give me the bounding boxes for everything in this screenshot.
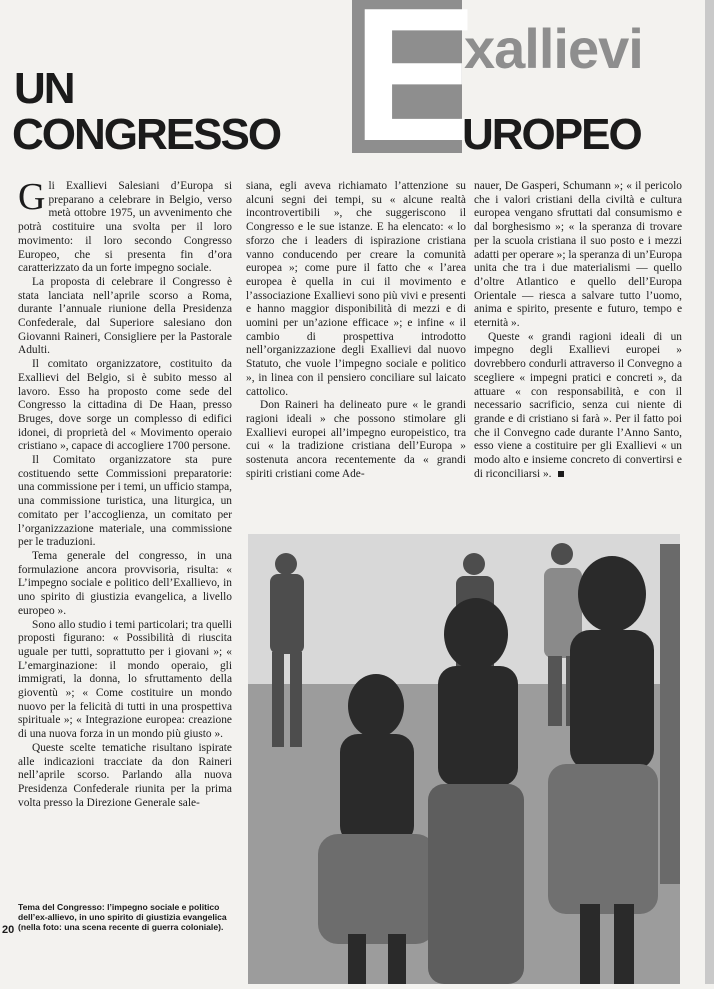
- dropcap: G: [18, 176, 46, 218]
- paragraph-text: Queste « grandi ragioni ideali di un impegno degli Exallievi europei » dovrebbero condurli attraverso il Convegno a scegliere « impegni pratici e concreti », da attuare « con responsabilità, e con il necessario sacrificio, senza cui niente di grande e di cristiano si farà ». Per il fatto poi che il Convegno cade durante l’Anno Santo, esso viene a costituire per gli Exallievi « un modo alto e insieme concreto di convertirsi e di riconciliarsi ».: [474, 330, 682, 480]
- header-kicker: xallievi: [464, 17, 643, 80]
- page-edge-bar: [705, 0, 714, 984]
- article-photo: [248, 534, 680, 984]
- page-title-line2-right: UROPEO: [462, 110, 641, 159]
- photo-caption: Tema del Congresso: l’impegno sociale e politico dell’ex-allievo, in uno spirito di giustizia evangelica (nella foto: una scena recente di guerra coloniale).: [18, 902, 227, 932]
- paragraph: Il comitato organizzatore, costituito da Exallievi del Belgio, si è subito messo al lavoro. Esso ha proposto come sede del Congresso la cittadina di De Haan, presso Bruges, dove sorge un complesso di edifici idonei, di proprietà del « Movimento operaio cristiano », capace di accogliere 1700 persone.: [18, 358, 232, 453]
- header-big-letter: E: [352, 0, 479, 181]
- article-column-1: [18, 176, 232, 898]
- article-column-2: [246, 180, 466, 520]
- paragraph: [18, 176, 232, 276]
- paragraph: Don Raineri ha delineato pure « le grandi ragioni ideali » che possono stimolare gli Exallievi europei all’impegno europeistico, tra cui « la tradizione cristiana dell’Europa » sostenuta ancora recentemente da « grandi spiriti cristiani come Ade-: [246, 399, 466, 480]
- paragraph: Sono allo studio i temi particolari; tra quelli proposti figurano: « Possibilità di riuscita uguale per tutti, soprattutto per i giovani »; « L’emarginazione: il mondo operaio, gli immigrati, la donna, lo sfruttamento della gioventù »; « Come costituire un mondo nuovo per la felicità di tutti in una prospettiva spirituale »; « Integrazione europea: creazione di una nuova forza in un mondo più giusto ».: [18, 618, 232, 741]
- article-column-3: [474, 180, 682, 520]
- end-mark-icon: [558, 471, 564, 477]
- paragraph: siana, egli aveva richiamato l’attenzione su alcuni segni dei tempi, su « alcune realtà incontrovertibili », che suggeriscono il Congresso e le sue istanze. E ha elencato: « lo sforzo che i leaders di ispirazione cristiana vanno conducendo per creare la comunità europea »; come pure il fatto che « l’area europea è quella in cui il movimento e l’associazione Exallievi sono più vivi e presenti e hanno maggior disponibilità di mezzi e di uomini per un’azione efficace »; e infine « il cambio di prospettiva introdotto nell’organizzazione degli Exallievi dal nuovo Statuto, che vuole l’impegno sociale e politico », in linea con il pensiero conciliare sul laicato cattolico.: [246, 180, 466, 398]
- paragraph: nauer, De Gasperi, Schumann »; « il pericolo che i valori cristiani della civiltà e cultura europea vengano sfruttati dal consumismo e dal borghesismo »; « la speranza di trovare per la scuola cristiana il suo posto e i mezzi adatti per operare »; la speranza di un’Europa unita che tra i due materialismi — quello d’oltre Atlantico e quello dell’Europa Orientale — riesca a salvare tutto l’uomo, anima e spirito, presente e futuro, tempo e eternità ».: [474, 180, 682, 330]
- photo-illustration: [248, 534, 680, 984]
- paragraph: [474, 331, 682, 482]
- paragraph: Queste scelte tematiche risultano ispirate alle indicazioni tracciate da don Raineri nell’aprile scorso. Parlando alla nuova Presidenza Confederale riunita per la prima volta presso la Direzione Generale sale-: [18, 741, 232, 809]
- paragraph: Tema generale del congresso, in una formulazione ancora provvisoria, risulta: « L’impegno sociale e politico dell’Exallievo, in uno spirito di giustizia evangelica, a livello europeo ».: [18, 549, 232, 617]
- paragraph: La proposta di celebrare il Congresso è stata lanciata nell’aprile scorso a Roma, durante l’annuale riunione della Presidenza Confederale, dal Superiore salesiano don Giovanni Raineri, Consigliere per la Pastorale Adulti.: [18, 275, 232, 357]
- page-title-line2: CONGRESSO: [12, 110, 281, 159]
- page-number: 20: [2, 924, 15, 936]
- page-title-line1: UN: [14, 64, 74, 113]
- paragraph-text: li Exallievi Salesiani d’Europa si preparano a celebrare in Belgio, verso metà ottobre 1975, un avvenimento che potrà costituire una svolta per il loro movimento: il loro secondo Congresso Europeo, che si presenta fin d’ora caratterizzato da un forte impegno sociale.: [18, 180, 232, 275]
- paragraph: Il Comitato organizzatore sta pure costituendo sette Commissioni preparatorie: una commissione per i temi, un ufficio stampa, una commissione turistica, una liturgica, un comitato per l’accoglienza, un comitato per l’organizzazione materiale, una commissione per le traduzioni.: [18, 454, 232, 549]
